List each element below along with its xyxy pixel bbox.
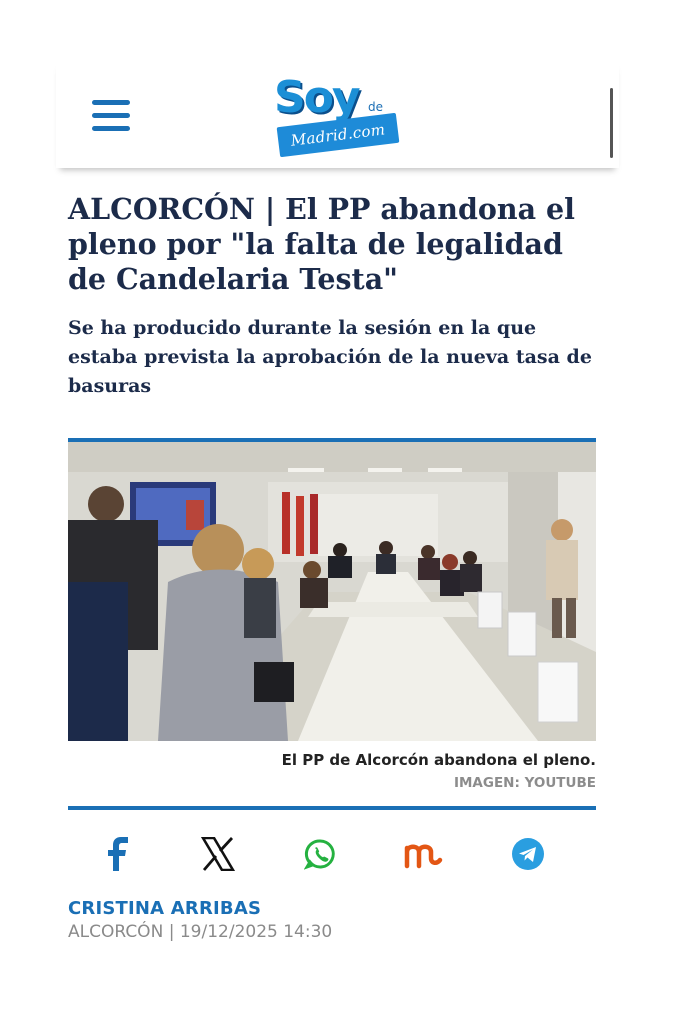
telegram-icon bbox=[511, 837, 545, 871]
article-meta bbox=[68, 922, 332, 942]
share-telegram-button[interactable] bbox=[508, 834, 548, 874]
meta-separator: | bbox=[168, 922, 175, 942]
article-title: ALCORCÓN | El PP abandona el pleno por "la falta de legalidad de Candelaria Testa" bbox=[68, 192, 575, 296]
share-meneame-button[interactable] bbox=[404, 834, 444, 874]
share-bar bbox=[68, 828, 596, 880]
photo-credit: IMAGEN: YOUTUBE bbox=[453, 775, 596, 791]
article-figure bbox=[68, 438, 596, 791]
menu-icon[interactable] bbox=[92, 100, 130, 134]
facebook-icon bbox=[105, 837, 131, 871]
scroll-indicator bbox=[610, 88, 613, 158]
site-logo[interactable] bbox=[274, 74, 402, 160]
article-section[interactable]: ALCORCÓN bbox=[68, 922, 164, 942]
x-icon bbox=[201, 837, 235, 871]
share-x-button[interactable] bbox=[198, 834, 238, 874]
meeting-room-photo bbox=[68, 442, 596, 741]
share-facebook-button[interactable] bbox=[98, 834, 138, 874]
article-subtitle: Se ha producido durante la sesión en la que estaba prevista la aprobación de la nueva tasa de basuras bbox=[68, 317, 592, 397]
article-date: 19/12/2025 14:30 bbox=[179, 922, 333, 942]
share-top-rule bbox=[68, 806, 596, 810]
photo-caption: El PP de Alcorcón abandona el pleno. bbox=[281, 751, 596, 769]
site-header bbox=[56, 60, 619, 168]
logo-de-text: de bbox=[368, 100, 383, 114]
logo-madrid-band: Madrid.com bbox=[277, 113, 400, 157]
share-whatsapp-button[interactable] bbox=[300, 834, 340, 874]
meneame-icon bbox=[404, 839, 444, 869]
logo-soy-text: Soy bbox=[274, 72, 359, 123]
article-photo[interactable] bbox=[68, 442, 596, 741]
whatsapp-icon bbox=[304, 838, 336, 870]
article-author[interactable]: CRISTINA ARRIBAS bbox=[68, 898, 262, 919]
